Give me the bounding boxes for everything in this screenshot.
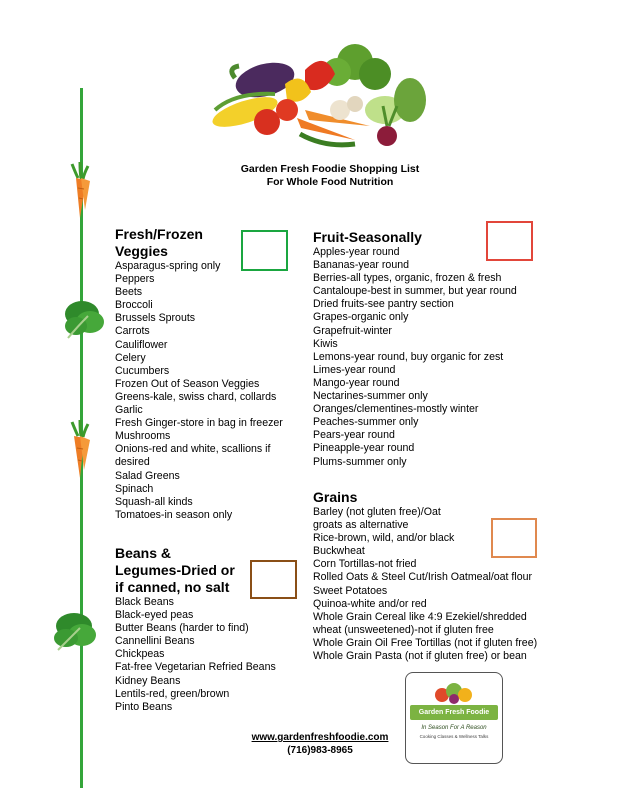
fruit-list-item: Apples-year round <box>313 246 400 258</box>
grains-list-item: Rolled Oats & Steel Cut/Irish Oatmeal/oat flour <box>313 571 533 584</box>
veggies-list-item: Brussels Sprouts <box>115 312 196 325</box>
footer-contact <box>230 731 410 757</box>
veggies-checkbox[interactable] <box>241 230 288 271</box>
grains-list-item: Buckwheat <box>313 545 365 558</box>
fruit-list-item: Berries-all types, organic, frozen & fresh <box>313 272 502 285</box>
beans-list-item: Butter Beans (harder to find) <box>115 622 249 635</box>
carrot-icon <box>58 160 102 220</box>
grains-list-item: Barley (not gluten free)/Oat <box>313 506 441 518</box>
beans-list-item: Black Beans <box>115 596 174 608</box>
beans-checkbox[interactable] <box>250 560 297 599</box>
grains-checkbox[interactable] <box>491 518 537 558</box>
grains-list-item: wheat (unsweetened)-not if gluten free <box>313 623 494 636</box>
veggies-list-item: Beets <box>115 286 143 299</box>
beans-heading-line-1: Beans & <box>115 545 172 561</box>
fruit-section <box>313 229 573 469</box>
fruit-list <box>313 246 573 469</box>
website-link[interactable]: www.gardenfreshfoodie.com <box>251 732 389 743</box>
spinach-icon <box>48 604 102 656</box>
veggies-list-item: Spinach <box>115 482 154 495</box>
fruit-heading: Fruit-Seasonally <box>313 229 422 245</box>
fruit-list-item: Grapes-organic only <box>313 311 409 324</box>
beans-heading-line-3: if canned, no salt <box>115 579 230 595</box>
veggies-heading-line-2: Veggies <box>115 243 168 259</box>
spinach-icon <box>58 292 110 344</box>
veggies-list-item: Tomatoes-in season only <box>115 508 233 521</box>
veggies-list-item: Broccoli <box>115 299 153 312</box>
fruit-list-item: Mango-year round <box>313 376 400 389</box>
logo-vegetables-icon <box>432 679 476 705</box>
fruit-list-item: Limes-year round <box>313 363 396 376</box>
fruit-list-item: Bananas-year round <box>313 259 409 272</box>
beans-list-item: Pinto Beans <box>115 700 173 713</box>
veggies-list-item: Carrots <box>115 325 150 338</box>
veggies-list-item: Onions-red and white, scallions if desired <box>115 443 271 469</box>
title-line-1: Garden Fresh Foodie Shopping List <box>240 163 420 175</box>
grains-list-item: groats as alternative <box>313 519 409 532</box>
veggies-heading-line-1: Fresh/Frozen <box>115 226 203 242</box>
veggies-list-item: Salad Greens <box>115 469 180 482</box>
fruit-list-item: Plums-summer only <box>313 455 407 468</box>
grains-list-item: Whole Grain Pasta (not if gluten free) or bean <box>313 650 527 663</box>
veggies-list-item: Greens-kale, swiss chard, collards <box>115 390 277 403</box>
brand-logo <box>405 672 503 764</box>
veggies-list-item: Squash-all kinds <box>115 495 193 508</box>
veggies-list-item: Fresh Ginger-store in bag in freezer <box>115 417 283 430</box>
grains-list-item: Rice-brown, wild, and/or black <box>313 532 455 545</box>
veggies-list-item: Peppers <box>115 273 155 286</box>
veggies-list-item: Frozen Out of Season Veggies <box>115 377 260 390</box>
fruit-list-item: Cantaloupe-best in summer, but year round <box>313 285 517 298</box>
fruit-list-item: Peaches-summer only <box>313 416 419 429</box>
fruit-list-item: Lemons-year round, buy organic for zest <box>313 350 504 363</box>
beans-list-item: Black-eyed peas <box>115 609 194 622</box>
grains-heading: Grains <box>313 489 358 505</box>
veggies-list-item: Garlic <box>115 404 143 417</box>
fruit-list-item: Dried fruits-see pantry section <box>313 298 454 311</box>
fruit-list-item: Grapefruit-winter <box>313 324 392 337</box>
beans-list-item: Lentils-red, green/brown <box>115 687 230 700</box>
veggies-list-item: Cucumbers <box>115 364 170 377</box>
carrot-icon <box>58 418 102 480</box>
grains-section <box>313 489 573 663</box>
veggies-list-item: Celery <box>115 351 146 364</box>
beans-list-item: Cannellini Beans <box>115 635 195 648</box>
grains-list-item: Whole Grain Oil Free Tortillas (not if gluten free) <box>313 636 538 649</box>
fruit-checkbox[interactable] <box>486 221 533 261</box>
grains-list-item: Quinoa-white and/or red <box>313 597 427 610</box>
fruit-list-item: Kiwis <box>313 337 338 350</box>
beans-list-item: Chickpeas <box>115 648 165 661</box>
fruit-list-item: Nectarines-summer only <box>313 390 428 403</box>
vegetables-illustration <box>205 40 435 152</box>
page-title <box>200 163 460 189</box>
logo-name: Garden Fresh Foodie <box>410 705 498 720</box>
title-line-2: For Whole Food Nutrition <box>266 176 394 188</box>
grains-list-item: Corn Tortillas-not fried <box>313 558 417 571</box>
grains-list-item: Whole Grain Cereal like 4:9 Ezekiel/shredded <box>313 610 527 623</box>
logo-subline: Cooking Classes & Wellness Talks <box>419 734 489 739</box>
fruit-list-item: Pears-year round <box>313 429 395 442</box>
beans-heading-line-2: Legumes-Dried or <box>115 562 235 578</box>
veggies-list-item: Mushrooms <box>115 430 171 443</box>
beans-list-item: Kidney Beans <box>115 674 181 687</box>
logo-tagline: In Season For A Reason <box>421 725 487 731</box>
beans-list-item: Fat-free Vegetarian Refried Beans <box>115 661 276 674</box>
veggies-list <box>115 260 315 522</box>
beans-list <box>115 596 315 714</box>
grains-list-item: Sweet Potatoes <box>313 584 388 597</box>
veggies-list-item: Cauliflower <box>115 338 168 351</box>
fruit-list-item: Pineapple-year round <box>313 442 415 455</box>
veggies-list-item: Asparagus-spring only <box>115 260 221 272</box>
fruit-list-item: Oranges/clementines-mostly winter <box>313 403 479 416</box>
phone-number: (716)983-8965 <box>287 745 353 756</box>
